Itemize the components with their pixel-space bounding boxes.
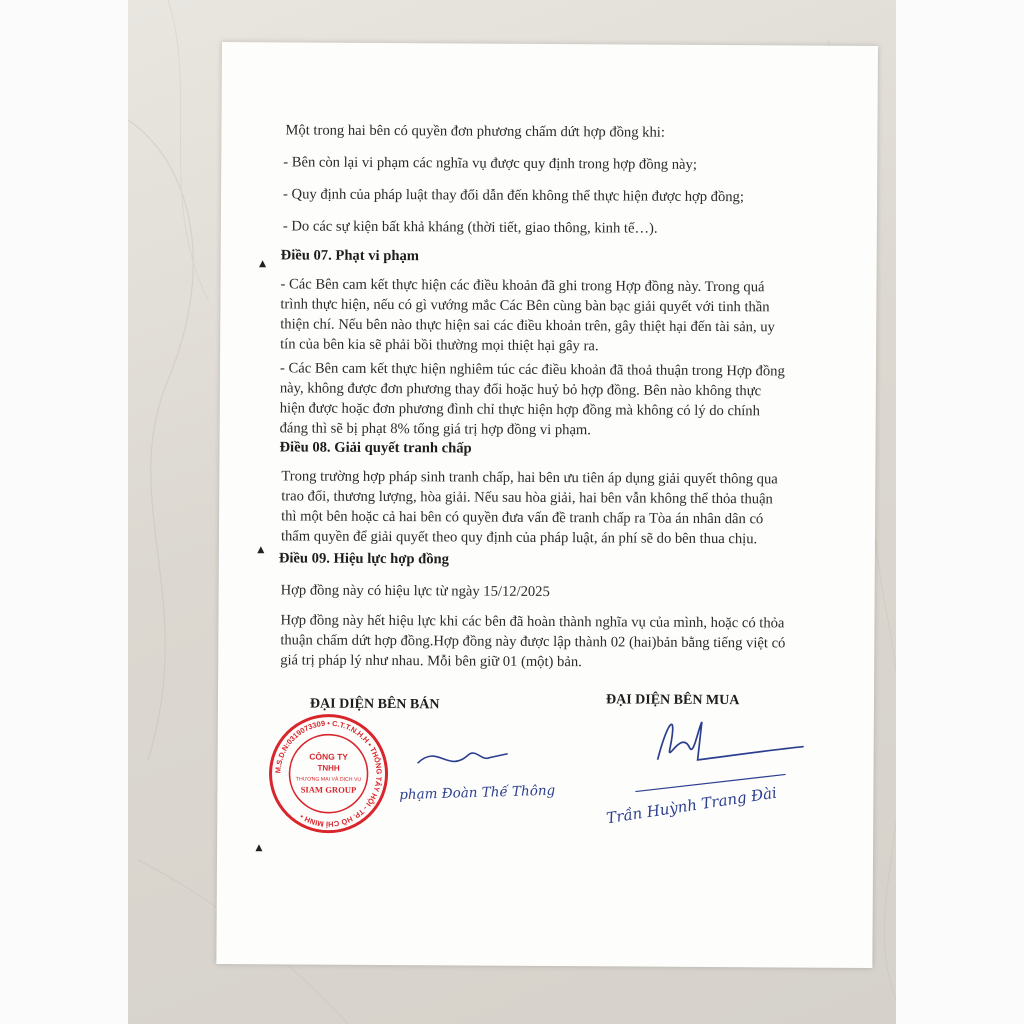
article-08-line: thẩm quyền để giải quyết theo quy định của pháp luật, án phí sẽ do bên thua chịu.: [280, 528, 758, 548]
article-07-line: này, không được đơn phương thay đổi hoặc huỷ bỏ hợp đồng. Bên nào không thực: [279, 380, 762, 400]
article-09-line: Hợp đồng này hết hiệu lực khi các bên đã hoàn thành nghĩa vụ của mình, hoặc có thỏa: [280, 612, 785, 632]
staple-mark-icon: ▲: [253, 840, 266, 855]
staple-mark-icon: ▲: [256, 256, 269, 271]
article-07-line: - Các Bên cam kết thực hiện các điều khoản đã ghi trong Hợp đồng này. Trong quá: [280, 276, 765, 296]
buyer-representative-label: ĐẠI DIỆN BÊN MUA: [605, 692, 740, 709]
termination-intro: Một trong hai bên có quyền đơn phương chấm dứt hợp đồng khi:: [285, 122, 665, 141]
svg-text:SIAM GROUP: SIAM GROUP: [300, 784, 357, 795]
article-07-line: hiện được hoặc đơn phương đình chỉ thực hiện hợp đồng mà không có lý do chính: [279, 400, 760, 420]
article-08-line: Trong trường hợp pháp sinh tranh chấp, hai bên ưu tiên áp dụng giải quyết thông qua: [281, 468, 778, 488]
article-07-line: - Các Bên cam kết thực hiện nghiêm túc các điều khoản đã thoả thuận trong Hợp đồng: [279, 360, 785, 380]
svg-text:CÔNG TY: CÔNG TY: [309, 751, 349, 762]
article-07-line: đáng thì sẽ bị phạt 8% tổng giá trị hợp đồng vi phạm.: [279, 420, 591, 439]
svg-text:TNHH: TNHH: [317, 763, 340, 773]
buyer-signature-icon: [597, 699, 858, 841]
termination-item: - Bên còn lại vi phạm các nghĩa vụ được quy định trong hợp đồng này;: [283, 154, 697, 173]
seller-representative-label: ĐẠI DIỆN BÊN BÁN: [309, 696, 440, 713]
termination-item: - Do các sự kiện bất khả kháng (thời tiết, giao thông, kinh tế…).: [282, 218, 658, 237]
contract-page: [216, 42, 878, 968]
svg-text:M.S.D.N:0319073309 • C.T.T.N.H: M.S.D.N:0319073309 • C.T.T.N.H.H • THÔNG TÂY HỘI - TP. HỒ CHÍ MINH •: [273, 718, 384, 829]
seller-signature-icon: [357, 733, 597, 814]
article-09-line: giá trị pháp lý như nhau. Mỗi bên giữ 01 (một) bản.: [280, 652, 582, 671]
article-07-line: thiện chí. Nếu bên nào thực hiện sai các điều khoản trên, gây thiệt hại đến tài sản, uy: [280, 316, 775, 336]
svg-text:Trần Huỳnh Trang Đài: Trần Huỳnh Trang Đài: [605, 783, 778, 828]
article-09-heading: Điều 09. Hiệu lực hợp đồng: [278, 550, 450, 568]
svg-text:phạm Đoàn Thế Thông: phạm Đoàn Thế Thông: [399, 782, 556, 804]
effective-date: Hợp đồng này có hiệu lực từ ngày 15/12/2025: [280, 582, 550, 601]
article-08-line: thì một bên hoặc cả hai bên có quyền đưa vấn đề tranh chấp ra Tòa án nhân dân có: [281, 508, 764, 528]
article-07-heading: Điều 07. Phạt vi phạm: [280, 247, 419, 265]
staple-mark-icon: ▲: [254, 542, 267, 557]
svg-text:THƯƠNG MẠI VÀ DỊCH VỤ: THƯƠNG MẠI VÀ DỊCH VỤ: [295, 776, 362, 783]
article-07-line: trình thực hiện, nếu có gì vướng mắc Các Bên cùng bàn bạc giải quyết với tinh thần: [280, 296, 770, 316]
termination-item: - Quy định của pháp luật thay đổi dẫn đến không thể thực hiện được hợp đồng;: [283, 186, 744, 206]
article-09-line: thuận chấm dứt hợp đồng.Hợp đồng này được lập thành 02 (hai)bản bằng tiếng việt có: [280, 632, 786, 652]
article-08-line: trao đổi, thương lượng, hòa giải. Nếu sau hòa giải, hai bên vẫn không thể thỏa thuận: [281, 488, 773, 508]
article-08-heading: Điều 08. Giải quyết tranh chấp: [279, 439, 472, 457]
article-07-line: tín của bên kia sẽ phải bồi thường mọi thiệt hại gây ra.: [280, 336, 599, 355]
